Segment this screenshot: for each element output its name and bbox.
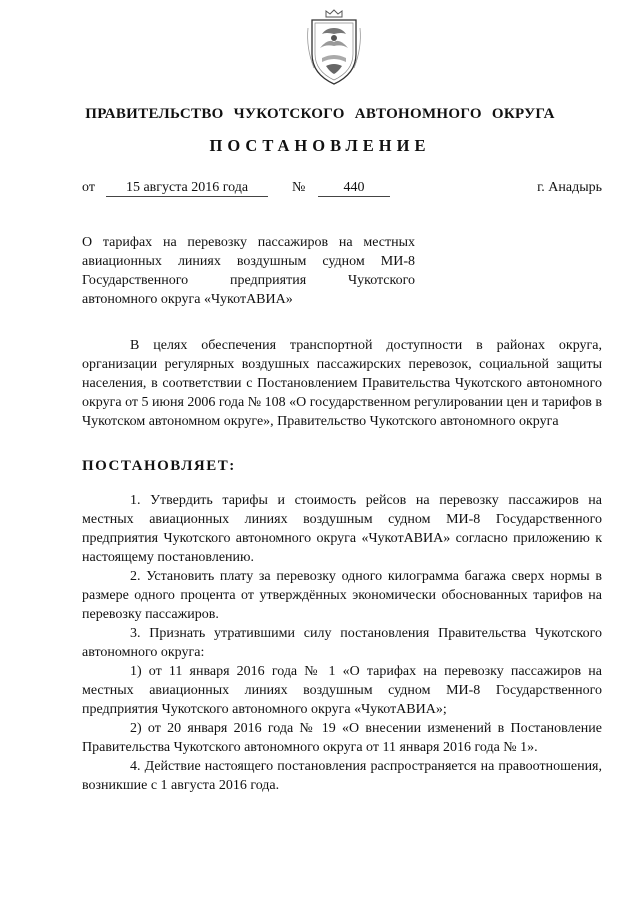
- decree-subject: О тарифах на перевозку пассажиров на местных авиационных линиях воздушным судном МИ-8 Государственного предприятия Чукотского автономного округа «ЧукотАВИА»: [82, 235, 415, 307]
- resolution-subitem-1: 1) от 11 января 2016 года № 1 «О тарифах на перевозку пассажиров на местных авиационных линиях воздушным судном МИ-8 Государственного предприятия Чукотского автономного округа «ЧукотАВИА»;: [82, 664, 602, 717]
- resolution-subitem-2: 2) от 20 января 2016 года № 19 «О внесении изменений в Постановление Правительства Чукотского автономного округа от 11 января 2016 года № 1».: [82, 721, 602, 755]
- document-type-title: ПОСТАНОВЛЕНИЕ: [209, 136, 431, 155]
- coat-of-arms-icon: [302, 8, 366, 88]
- preamble-paragraph: В целях обеспечения транспортной доступности в районах округа, организации регулярных воздушных пассажирских перевозок, социальной защиты населения, в соответствии с Постановлением Правительства Чукотского автономного округа от 5 июня 2006 года № 108 «О государственном регулировании цен и тарифов в Чукотском автономном округе», Правительство Чукотского автономного округа: [82, 338, 602, 429]
- resolution-items: [82, 491, 602, 795]
- resolution-item-2: 2. Установить плату за перевозку одного килограмма багажа сверх нормы в размере одного процента от утверждённых экономически обоснованных тарифов на перевозку пассажиров.: [82, 569, 602, 622]
- number-label: №: [292, 180, 306, 195]
- government-name: ПРАВИТЕЛЬСТВО ЧУКОТСКОГО АВТОНОМНОГО ОКРУГА: [85, 106, 555, 122]
- resolve-heading: ПОСТАНОВЛЯЕТ:: [82, 458, 236, 474]
- decree-date: 15 августа 2016 года: [106, 180, 268, 197]
- resolution-item-4: 4. Действие настоящего постановления распространяется на правоотношения, возникшие с 1 августа 2016 года.: [82, 759, 602, 793]
- city-name: г. Анадырь: [537, 180, 602, 195]
- from-label: от: [82, 180, 95, 195]
- resolution-item-1: 1. Утвердить тарифы и стоимость рейсов на перевозку пассажиров на местных авиационных линиях воздушным судном МИ-8 Государственного предприятия Чукотского автономного округа «ЧукотАВИА» согласно приложению к настоящему постановлению.: [82, 493, 602, 565]
- resolution-item-3: 3. Признать утратившими силу постановления Правительства Чукотского автономного округа:: [82, 626, 602, 660]
- decree-number: 440: [318, 180, 390, 197]
- decree-meta-row: [82, 180, 602, 204]
